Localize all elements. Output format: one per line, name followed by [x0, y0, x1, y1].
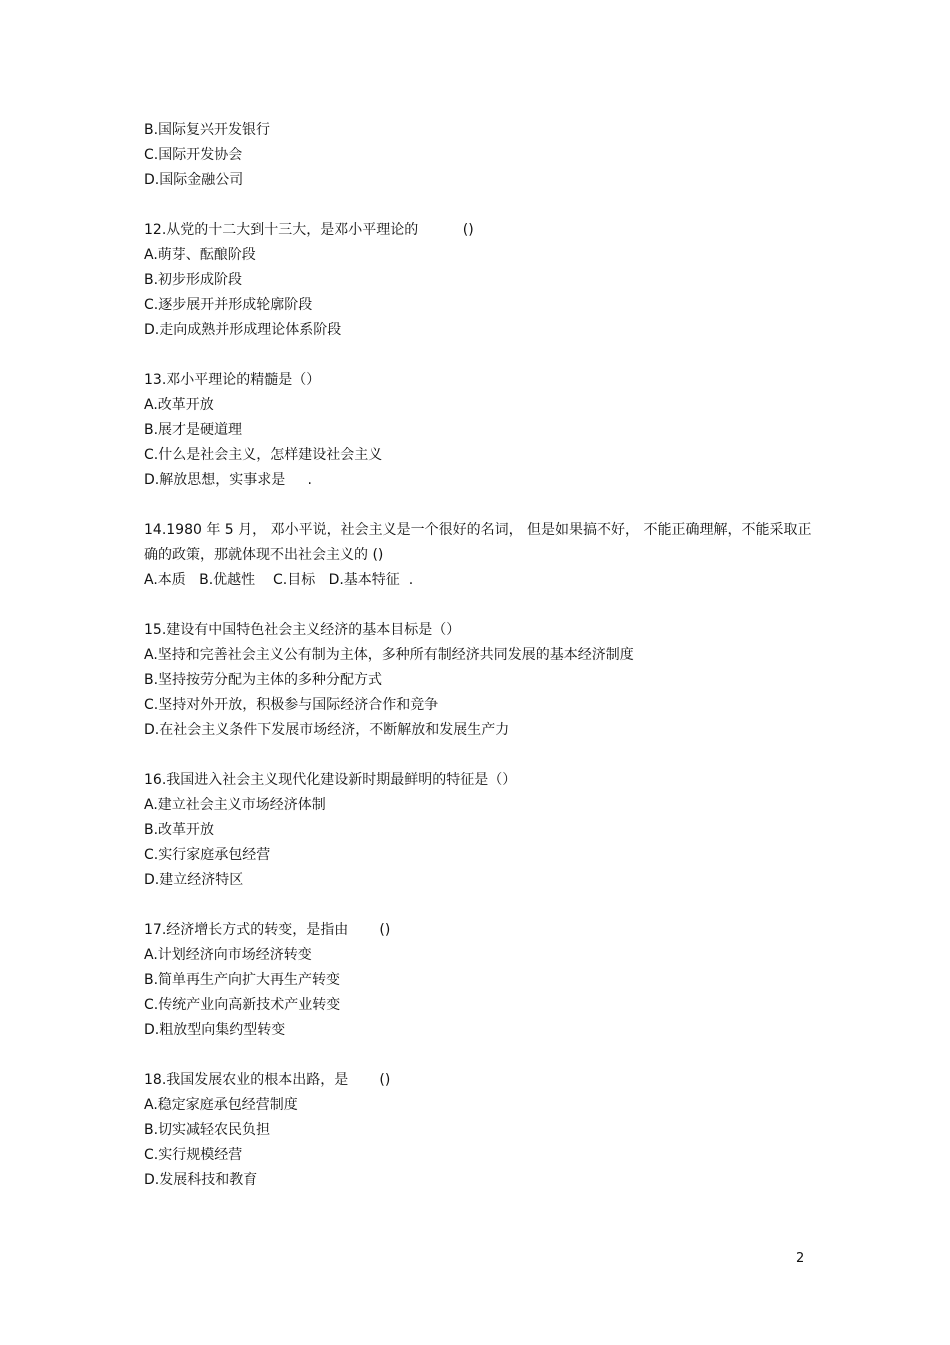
question-text: 14.1980 年 5 月， 邓小平说，社会主义是一个很好的名词， 但是如果搞不好， 不能正确理解，不能采取正确的政策，那就体现不出社会主义的 () [144, 522, 812, 563]
question-17 [144, 918, 824, 1043]
option-b: B.改革开放 [144, 822, 215, 838]
option-d: D.建立经济特区 [144, 872, 244, 888]
question-14 [144, 518, 824, 593]
spacer [144, 1043, 824, 1068]
question-text: 15.建设有中国特色社会主义经济的基本目标是（） [144, 622, 461, 638]
question-text: 17.经济增长方式的转变，是指由 () [144, 922, 391, 938]
question-text: 13.邓小平理论的精髓是（） [144, 372, 321, 388]
option-a: A.改革开放 [144, 397, 214, 413]
question-12 [144, 218, 824, 343]
option-b: B.简单再生产向扩大再生产转变 [144, 972, 341, 988]
spacer [144, 493, 824, 518]
option-c: C.国际开发协会 [144, 147, 243, 163]
question-15 [144, 618, 824, 743]
spacer [144, 343, 824, 368]
option-a: A.建立社会主义市场经济体制 [144, 797, 326, 813]
option-c: C.坚持对外开放，积极参与国际经济合作和竞争 [144, 697, 439, 713]
spacer [144, 893, 824, 918]
option-d: D.解放思想，实事求是 . [144, 472, 312, 488]
option-c: C.实行规模经营 [144, 1147, 243, 1163]
spacer [144, 593, 824, 618]
question-13 [144, 368, 824, 493]
option-row: A.本质 B.优越性 C.目标 D.基本特征 . [144, 572, 414, 588]
option-d: D.粗放型向集约型转变 [144, 1022, 286, 1038]
option-d: D.国际金融公司 [144, 172, 244, 188]
option-c: C.什么是社会主义，怎样建设社会主义 [144, 447, 383, 463]
option-b: B.坚持按劳分配为主体的多种分配方式 [144, 672, 383, 688]
option-b: B.切实减轻农民负担 [144, 1122, 271, 1138]
option-c: C.实行家庭承包经营 [144, 847, 271, 863]
question-18 [144, 1068, 824, 1193]
spacer [144, 193, 824, 218]
option-b: B.国际复兴开发银行 [144, 122, 271, 138]
question-text: 16.我国进入社会主义现代化建设新时期最鲜明的特征是（） [144, 772, 517, 788]
option-a: A.计划经济向市场经济转变 [144, 947, 312, 963]
option-c: C.传统产业向高新技术产业转变 [144, 997, 341, 1013]
question-list [144, 118, 824, 1193]
option-d: D.发展科技和教育 [144, 1172, 258, 1188]
option-a: A.萌芽、酝酿阶段 [144, 247, 256, 263]
option-a: A.坚持和完善社会主义公有制为主体，多种所有制经济共同发展的基本经济制度 [144, 647, 634, 663]
option-b: B.展才是硬道理 [144, 422, 243, 438]
option-d: D.走向成熟并形成理论体系阶段 [144, 322, 342, 338]
question-16 [144, 768, 824, 893]
question-text: 12.从党的十二大到十三大，是邓小平理论的 () [144, 222, 474, 238]
page-number: 2 [796, 1251, 805, 1266]
option-a: A.稳定家庭承包经营制度 [144, 1097, 298, 1113]
question-text: 18.我国发展农业的根本出路，是 () [144, 1072, 391, 1088]
option-d: D.在社会主义条件下发展市场经济，不断解放和发展生产力 [144, 722, 510, 738]
spacer [144, 743, 824, 768]
previous-question-options [144, 118, 824, 193]
option-b: B.初步形成阶段 [144, 272, 243, 288]
option-c: C.逐步展开并形成轮廓阶段 [144, 297, 313, 313]
